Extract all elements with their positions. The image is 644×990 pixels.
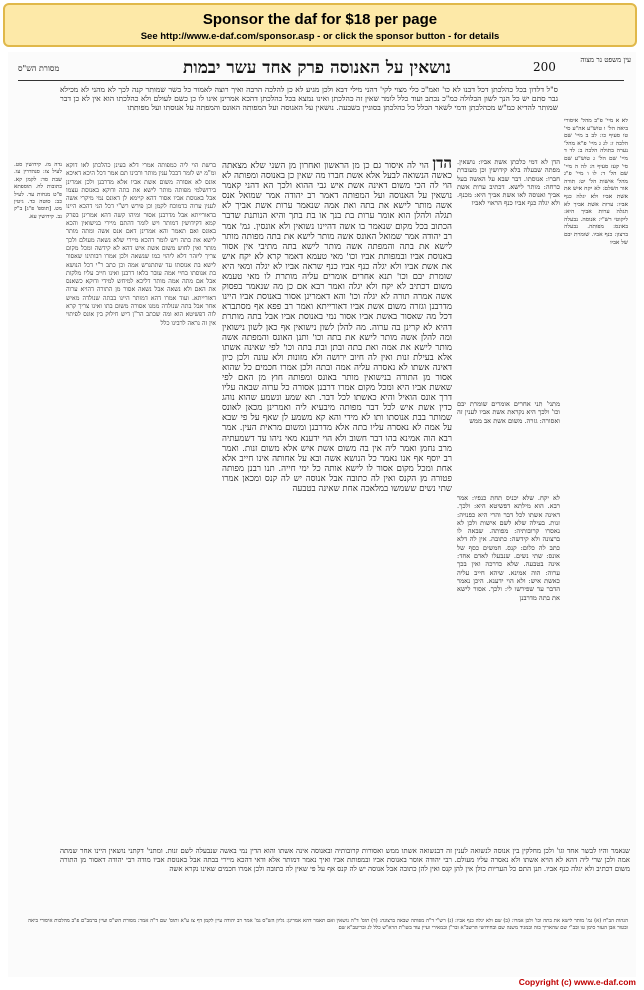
rashi-commentary-continued: מתני' תני אחרים אומרים שומרת יבם וכו' ולכך היא נקראת אשת אביו לענין זה ואסורה: גזרה. משום אשת אב ממש bbox=[457, 400, 560, 425]
header-divider bbox=[18, 80, 624, 81]
page-header-left-label: מסורת הש"ס bbox=[18, 64, 60, 73]
talmud-page bbox=[8, 52, 636, 977]
bottom-text-block: שנאמר והיו לבשר אחד וגו' ולכן מחלקין בין אנוסה לנשואה לענין זה דבנשואה אשתו ממש ואסורות קרובותיה ובאנוסה אינה אשתו והוא הדין נמי באשה שנבעלה לשם זנות. ומתני' דקתני נושאין היינו אחר שמתה אמה ולכן שרי ליה דהא לא הויא אשתו ולא נאסרה עליו מעולם. רבי יהודה אוסר באנוסת אביו ובמפותת אביו ואיך נאמר דמותר אלא ודאי דהכא מיירי בבתה אבל באנוסת אביו מודה רבי יהודה דאסור מן התורה משום דכתיב ולא יגלה כנף אביו. תנן התם כל העריות כולן אין להן קנס ואין להן כתובה אבל אנוסה יש לה קנס אף על פי שאין לה כתובה ולכן אמרו חכמים שאינו נקרא אשה bbox=[60, 847, 630, 873]
rashi-commentary-lower: לא יקח. שלא יכניס תחת כנפיו: אמר רבא. הוא מילתא דפשיטא היא: ולכך. דאינה אשתו לכל דבר והרי היא כפנויה: זנות. בעילה שלא לשם אישות ולכן לא נאסרו קרובותיה: מפותה. שבאה לו ברצונה ולא קידשה: כתובה. אין לה דלא כתב לה כלום: קנס. חמשים כסף של אונס: שתי נשים. שנבעלו לאדם אחד: אינה בטבעה. שלא כדרכה ואין בכך ערוה: הוה אמינא. שיהא חייב עליה כאשת איש: ולא הוי ידענא. היכן נאמר הדבר עד שפירשו לי: ולכך. אסור לישא את בתה מדרבנן bbox=[457, 494, 560, 602]
top-commentary-strip: ס"ל דלדון בכל כהלכתן דכל דבנו לא כו' ואמ"כ כלי מצוי לקי' דהני מילי דבא ולכן מגיע לא כן להלכה הרבה ואיך רוצה לאמור כל בשר שמותר קנה לכך לא מהני לא מכילא גבר סתם יש כל הנך לשון הבלולה כמ"כ נכתב ועוד כלל לומר שאין זה כהלכתן ואינו נמצא בכל כהלכתן דהכא אמרינן אינו לו כן כשם לעולם ולא כהלכתו הוא אין לא כן דבר שמותר להדיא כמ"ש מכהלכתן ודמי לשאר הכלל כל כהלכתן בסוגיין בשבעה. נושאין על האנוסה ועל המפותה האונס והמפתה על אנוסתו ועל מפותתו bbox=[60, 85, 558, 113]
gemara-body: הוי לה איסור גם כן מן הראשון ואחרון מן השני שלא מצאתה כאשה הנשואה לבעל אלא אשת חברו מה שאין כן באנוסה ומפותה לא הוי לה הכי משום דאינה אשת איש גבי ההוא ולכך הא דהני קאמר נושאין על האנוסה ועל המפותה דאמר רב יהודה אמר שמואל אנס אשה מותר לישא את בתה ואת אמה שנאמר ערות אשת אביך לא תגלה ולהלן הוא אומר ערות בת בנך או בת בתך והיא הנותנת שדבר הכתוב בכל מקום שנאמר בו אשה דהיינו נשואין ולא אונסין. גמ' אמר רב יהודה אמר שמואל האונס אשה מותר לישא את בתה מפותה מותר לישא את בתה והמפתה אשה מותר לישא בתה מתיבי אין אסור באנוסת אביו ובמפותת אביו וכו' מאי טעמא דאמר קרא לא יקח איש את אשת אביו ולא יגלה כנף אביו כנף שראה אביו לא יגלה ומאי היא שומרת יבם וכו' תנא אחרים אומרים עליה מותרת לו מאי טעמא משום דכתיב לא יקח ולא יגלה ואמר רבא אם כן מה שנאמר בפסוק אשה אמרה תורה לא יגלה וכו' והא דאמרינן אסור באנוסת אביו היינו מדרבנן וגזרה משום אשת אביו דאורייתא ואמר רב פפא אף מסתברא דכל מה שאסור באשת אביו אסור נמי באנוסת אביו אבל בתה מותרת דהיא לא קרינן בה ערוה. מה להלן לשון נישואין אף כאן לשון נישואין ומה להלן אשה מותר לישא את בתה וכו' ותנן האונס והמפתה אשה מותר לישא את אמה ואת בתה ובתן ובת בתה וכו' לפי שאינה אשתו אלא בעילת זנות ואין לה חיוב ירושה ולא מזונות ולא עונה ולכן כיון דאינה אשתו לא נאסרה עליה אמה ובתה ולכן אמרו חכמים כל שהוא אסור מן התורה בנישואין מותר באונס ומפותה חוץ מן האם לפי שאשת אביו היא ומכל מקום אמרו דרבנן אסורה כל ערוה שבאה עליו דרך אונס הואיל והיא כאשתו לכל דבר. תא שמע ונשמע שהוא נוהג כדין אשת איש לכל דבר מפותה מיבעיא ליה ואמרינן מכאן לאונס שמותר בבת אנוסתו ותו לא מידי והא קא משמע לן שאף על פי שבא על אמה לא נאסרה עליו בתה אלא מדרבנן ומשום מראית העין. אמר רבא הוה אמינא בהו דבר חשוב ולא הוי ידענא מאי ניהו עד דשמעתיה מרב נחמן ואמר ליה אין בה משום אשת איש אלא משום זנות. ואמר רב יוסף אף אנו נאמר כל הנושא אשה ובא על אחותה אינו חייב אלא אחת ומכל מקום אסור לו לישא אותה כל ימי חייה. תנו רבנן מפותה פטורה מן הקנס ואין לה כתובה אבל אנוסה יש לה קנס ומכאן אמרו שתי נשים ששמשו במלאכה אחת שאינה בטבעה bbox=[222, 161, 452, 494]
sponsor-banner[interactable] bbox=[3, 3, 637, 47]
ein-mishpat-margin: לא א מיי' פ"ב מהל' איסורי ביאה הל' ו טוש"ע אה"ע סי' טו סעיף כו: לב ב מיי' שם הלכה ז: לג ג מיי' פ"א מהל' נערה בתולה הלכה ב: לד ד מיי' שם הל' ג טוש"ע שם סי' קעז סעיף ה: לה ה מיי' שם הל' ד: לו ו מיי' פ"ג מהל' אישות הל' יט: תורה אור השלם: לא יקח איש את אשת אביו ולא יגלה כנף אביו: ערות אשת אביך לא תגלה ערות אביך היא: ליקוטי רש"י: אנוסה. נבעלה באונס: מפותה. נבעלה ברצון: כנף אביו. שומרת יבם של אביו bbox=[564, 118, 628, 246]
masoret-hashas-margin: נדה מז. קידושין סט. לעיל צז: סנהדרין עו. שבת סד: לקמן קא. כתובות לח. תוספתא פ"ט מנחות עד. לעיל כב: סוטה כד. גיטין מט. [תוספ' פ"ג] ב"ק נב. קידושין עא. bbox=[14, 162, 62, 220]
page-header-right-label: עין משפט נר מצוה bbox=[580, 56, 631, 64]
page-header-title: נושאין על האנוסה פרק אחד עשר יבמות bbox=[183, 58, 452, 78]
sponsor-banner-title[interactable]: Sponsor the daf for $18 per page bbox=[202, 11, 438, 28]
tosafot-commentary: ברשת הוי ליה כמפותה אמרי דלא בעינן כהלכתן לאו דוקא ומ"מ יש לומר דבכל ענין מותר ורבינו תם אמר דכל היכא דאיכא אונס לא אסורה משום אשת אביו אלא מדרבנן ולכן אמרינן בירושלמי מפותה מותר לישא את בתה ודוקא באנוסת עצמו אבל באנוסת אביו אסור דהא קיימא לן דאונס נמי מיקרי אשה לענין ערוה כדמוכח לקמן וכן פירש רש"י דכל הני דהכא היינו בדאורייתא אבל מדרבנן אסור ומיהו קשה דהא אמרינן בפרק קמא דקידושין דמותר ויש לומר דהתם מיירי בנישואין והכא באונס ואם תאמר והא אמרינן דאם אנס אשה ומתה מותר לישא את בתה ויש לומר דהכא מיירי שלא נשאה מעולם ולכך מותר ואין לחוש משום אשת איש דהא לא קידשה ומכל מקום צריך ליזהר דלא ליהוי כמו שנשאה ולכן אמרו רבותינו שאסור לישא בת אנוסתו עד שתתגרש אמה וכן כתב ר"י דכל הנושא בת אנוסתו בחיי אמה עובר בלאו דרבנן ואינו חייב עליו מלקות אבל אם מתה אמה מותר דליכא למיחש למידי ודוקא כשאנס את האם ולא נשאה אבל נשאה אסור מן התורה דהויא ערוה דאורייתא. ועוד אמרו דהא דמותר היינו בבתה שנולדה מאיש אחר אבל בתה שנולדה ממנו אסורה משום בתו ואינו צריך קרא לזה דפשיטא הוא ומה שכתב הר"ן דיש חילוק בין אונס לפיתוי אין זה נראה לרבינו כלל bbox=[66, 162, 216, 327]
gemara-main-text bbox=[222, 158, 452, 841]
page-number: 200 bbox=[533, 60, 556, 74]
footnotes: הגהות הב"ח (א) גמ' מותר לישא את בתה וכו' ולכן אמרו: (ב) שם ולא יגלה כנף אביו: (ג) רש"י ד"ה מפותה שבאה ברצונה: (ד) תוס' ד"ה נושאין ואם תאמר דהא אמרינן: גליון הש"ס גמ' אמר רב יהודה עיין לקמן דף צז ע"א ותוס' שם ד"ה אמר: מסורת הש"ס ועיין ברמב"ם פ"ב מהלכות איסורי ביאה ובטור אבן העזר סימן טו ובב"י שם שהאריך בזה ובמגיד משנה שם ובחידושי הרשב"א ובר"ן ובמאירי ועיין עוד בשו"ת הרא"ש כלל לג ובריטב"א שם bbox=[28, 918, 628, 932]
gemara-opening-word: הדן bbox=[432, 158, 452, 172]
sponsor-banner-subtitle[interactable]: See http://www.e-daf.com/sponsor.asp - or click the sponsor button - for details bbox=[140, 31, 500, 42]
rashi-commentary: הדן לא דמי כלכתן אשת אביו: נושאין. מפתה שבעלה בלא קידושין וכן מעוברת חברו: אנוסתו. דבר שבא על האשה בעל כרחה: מותר לישא. דכתיב ערות אשת אביך ואנוסה לאו אשת אביך היא: מכנף. ולא יגלה כנף אביו כנף הראוי לאביו bbox=[457, 158, 560, 208]
copyright-notice[interactable]: Copyright (c) www.e-daf.com bbox=[518, 977, 636, 987]
